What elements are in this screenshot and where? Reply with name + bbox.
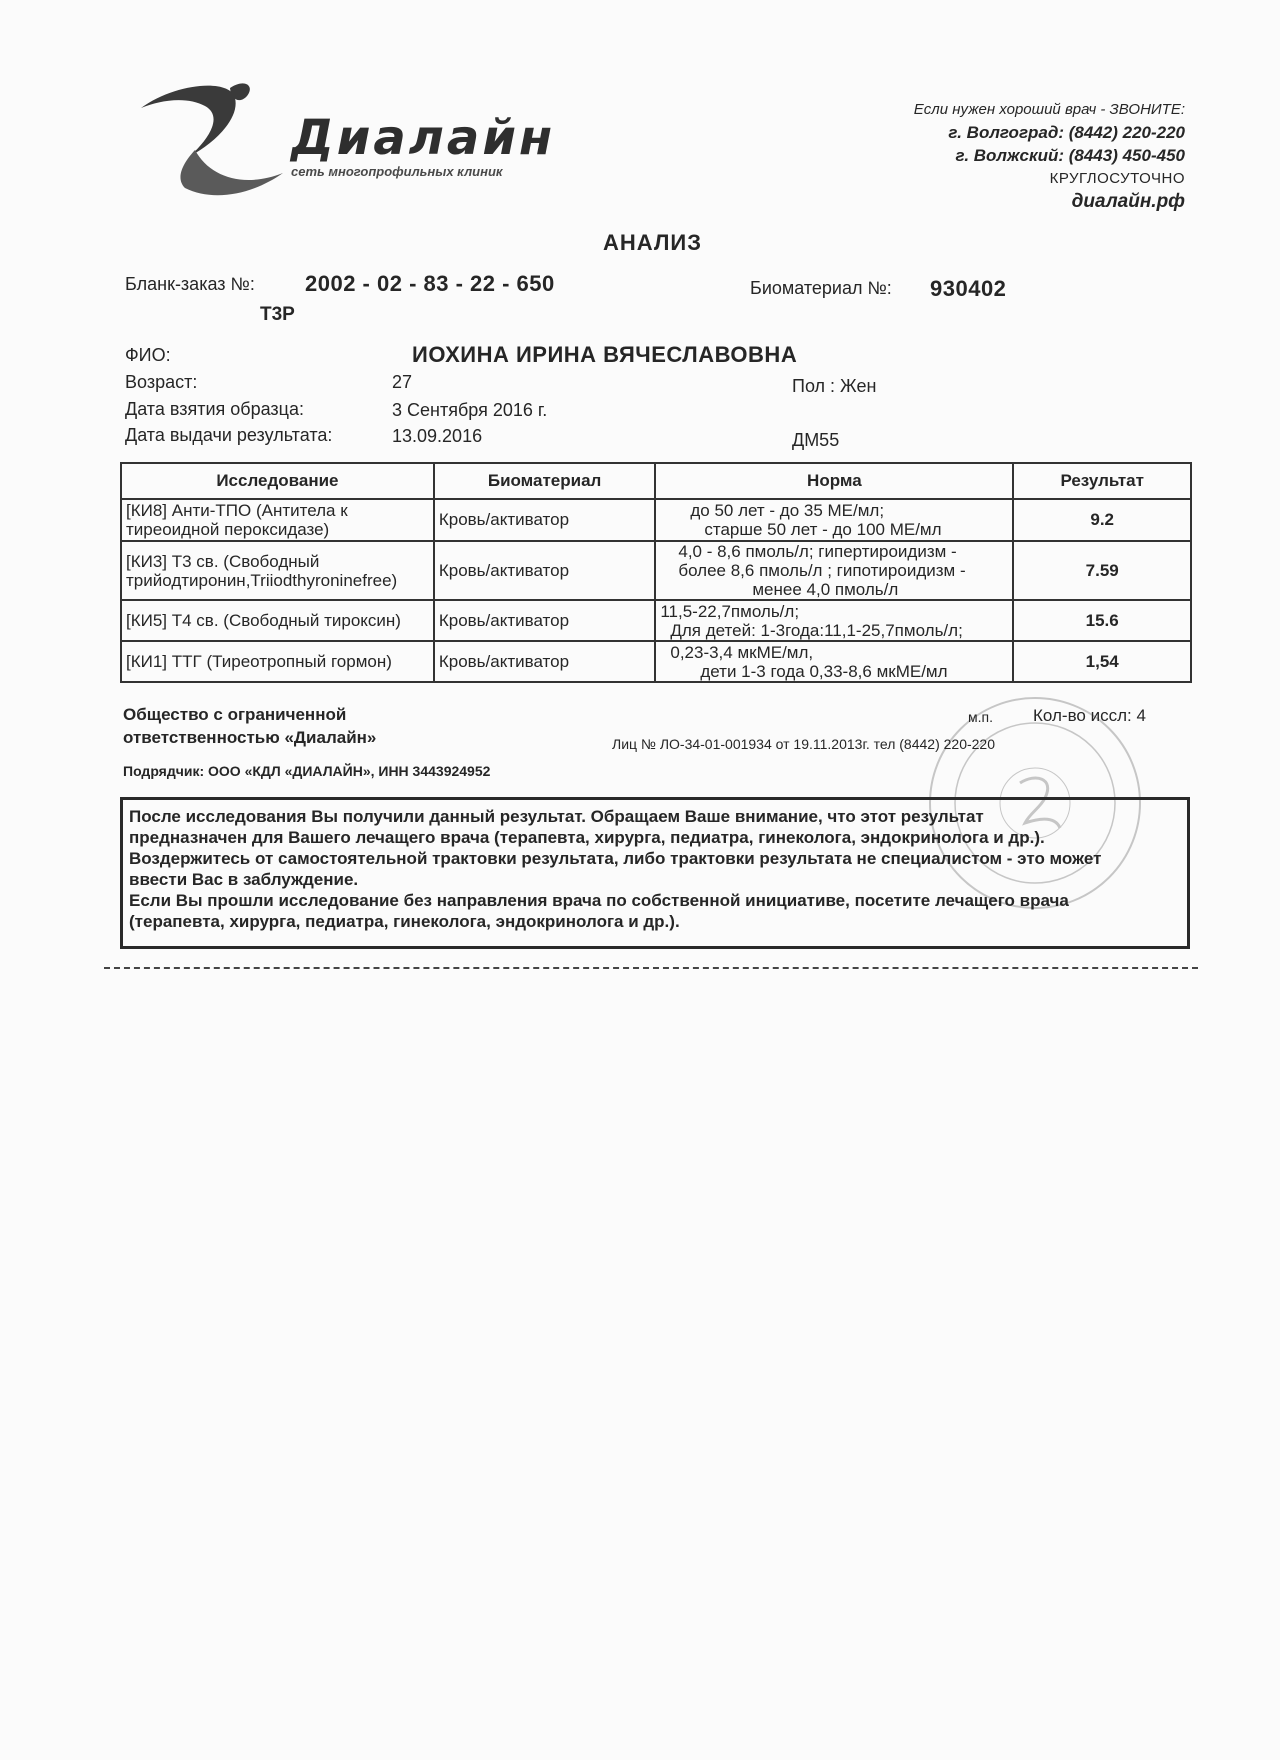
norm-line: дети 1-3 года 0,33-8,6 мкМЕ/мл [700, 661, 948, 681]
order-label: Бланк-заказ №: [125, 274, 255, 294]
cut-line [104, 967, 1198, 969]
company-line: Общество с ограниченной [123, 705, 347, 724]
patient-age-label: Возраст: [125, 372, 198, 392]
tests-count: Кол-во иссл: 4 [1033, 706, 1146, 725]
row-biomaterial: Кровь/активатор [434, 499, 656, 541]
row-exam: [КИ3] Т3 св. (Свободный трийодтиронин,Triiodthyroninefree) [121, 541, 434, 600]
patient-code: ДМ55 [792, 430, 840, 450]
row-biomaterial: Кровь/активатор [434, 600, 656, 641]
biomaterial-number: 930402 [930, 276, 1007, 301]
header-biomaterial: Биоматериал [434, 463, 656, 499]
norm-line: 11,5-22,7пмоль/л; [660, 601, 800, 621]
norm-line: 0,23-3,4 мкМЕ/мл, [670, 642, 814, 662]
notice-line: После исследования Вы получили данный результат. Обращаем Ваше внимание, что этот результат [129, 807, 984, 826]
contractor-info: Подрядчик: ООО «КДЛ «ДИАЛАЙН», ИНН 3443924952 [123, 763, 491, 779]
sample-date-label: Дата взятия образца: [125, 399, 304, 419]
table-row [121, 641, 1191, 682]
sample-date: 3 Сентября 2016 г. [392, 400, 548, 420]
row-biomaterial: Кровь/активатор [434, 541, 656, 600]
norm-line: более 8,6 пмоль/л ; гипотироидизм - [678, 561, 966, 580]
stamp-place-label: м.п. [968, 709, 993, 725]
contacts-volzhsky: г. Волжский: (8443) 450-450 [955, 146, 1185, 165]
header-result: Результат [1013, 463, 1191, 499]
result-date: 13.09.2016 [392, 426, 483, 446]
row-norm [655, 541, 1013, 600]
norm-line: до 50 лет - до 35 МЕ/мл; [690, 501, 885, 520]
row-exam: [КИ5] Т4 св. (Свободный тироксин) [121, 600, 434, 641]
result-date-label: Дата выдачи результата: [125, 425, 333, 445]
patient-sex: Пол : Жен [792, 376, 877, 396]
order-code: Т3Р [260, 304, 295, 325]
row-exam: [КИ8] Анти-ТПО (Антитела к тиреоидной пероксидазе) [121, 499, 434, 541]
biomaterial-label: Биоматериал №: [750, 278, 892, 298]
row-result: 9.2 [1013, 499, 1191, 541]
row-exam: [КИ1] ТТГ (Тиреотропный гормон) [121, 641, 434, 682]
brand-tagline: сеть многопрофильных клиник [291, 164, 503, 179]
table-row [121, 541, 1191, 600]
patient-name: ИОХИНА ИРИНА ВЯЧЕСЛАВОВНА [412, 342, 798, 367]
norm-line: менее 4,0 пмоль/л [752, 580, 899, 599]
contacts-volgograd: г. Волгоград: (8442) 220-220 [948, 123, 1185, 142]
notice-line: предназначен для Вашего лечащего врача (терапевта, хирурга, педиатра, гинеколога, эндокринолога и др.). [129, 828, 1045, 847]
header-norm: Норма [655, 463, 1013, 499]
contacts-block [914, 98, 1185, 213]
table-header-row [121, 463, 1191, 499]
row-norm [655, 499, 1013, 541]
contacts-site: диалайн.рф [1071, 191, 1185, 212]
notice-line: (терапевта, хирурга, педиатра, гинеколога, эндокринолога и др.). [129, 912, 680, 931]
table-row [121, 499, 1191, 541]
license-info: Лиц № ЛО-34-01-001934 от 19.11.2013г. тел (8442) 220-220 [612, 736, 995, 752]
results-table [120, 462, 1192, 683]
company-name [123, 703, 376, 749]
row-norm [655, 600, 1013, 641]
table-row [121, 600, 1191, 641]
patient-name-label: ФИО: [125, 345, 171, 365]
notice-line: Воздержитесь от самостоятельной трактовки результата, либо трактовки результата не специалистом - это может [129, 849, 1102, 868]
document-title: АНАЛИЗ [603, 230, 702, 255]
notice-line: Если Вы прошли исследование без направления врача по собственной инициативе, посетите лечащего врача [129, 891, 1069, 910]
company-line: ответственностью «Диалайн» [123, 728, 377, 747]
brand-logo-icon [135, 78, 285, 208]
header-exam: Исследование [121, 463, 434, 499]
brand-name: Диалайн [291, 110, 556, 166]
order-number: 2002 - 02 - 83 - 22 - 650 [305, 271, 555, 296]
notice-line: ввести Вас в заблуждение. [129, 870, 359, 889]
norm-line: старше 50 лет - до 100 МЕ/мл [704, 520, 942, 539]
row-norm [655, 641, 1013, 682]
row-biomaterial: Кровь/активатор [434, 641, 656, 682]
row-result: 15.6 [1013, 600, 1191, 641]
brand-logo [135, 78, 565, 208]
norm-line: Для детей: 1-3года:11,1-25,7пмоль/л; [670, 620, 963, 640]
row-result: 7.59 [1013, 541, 1191, 600]
patient-age: 27 [392, 372, 413, 392]
notice-box [120, 797, 1190, 949]
contacts-hours: КРУГЛОСУТОЧНО [1049, 170, 1185, 187]
norm-line: 4,0 - 8,6 пмоль/л; гипертироидизм - [678, 542, 957, 561]
row-result: 1,54 [1013, 641, 1191, 682]
contacts-call-line: Если нужен хороший врач - ЗВОНИТЕ: [913, 101, 1185, 118]
